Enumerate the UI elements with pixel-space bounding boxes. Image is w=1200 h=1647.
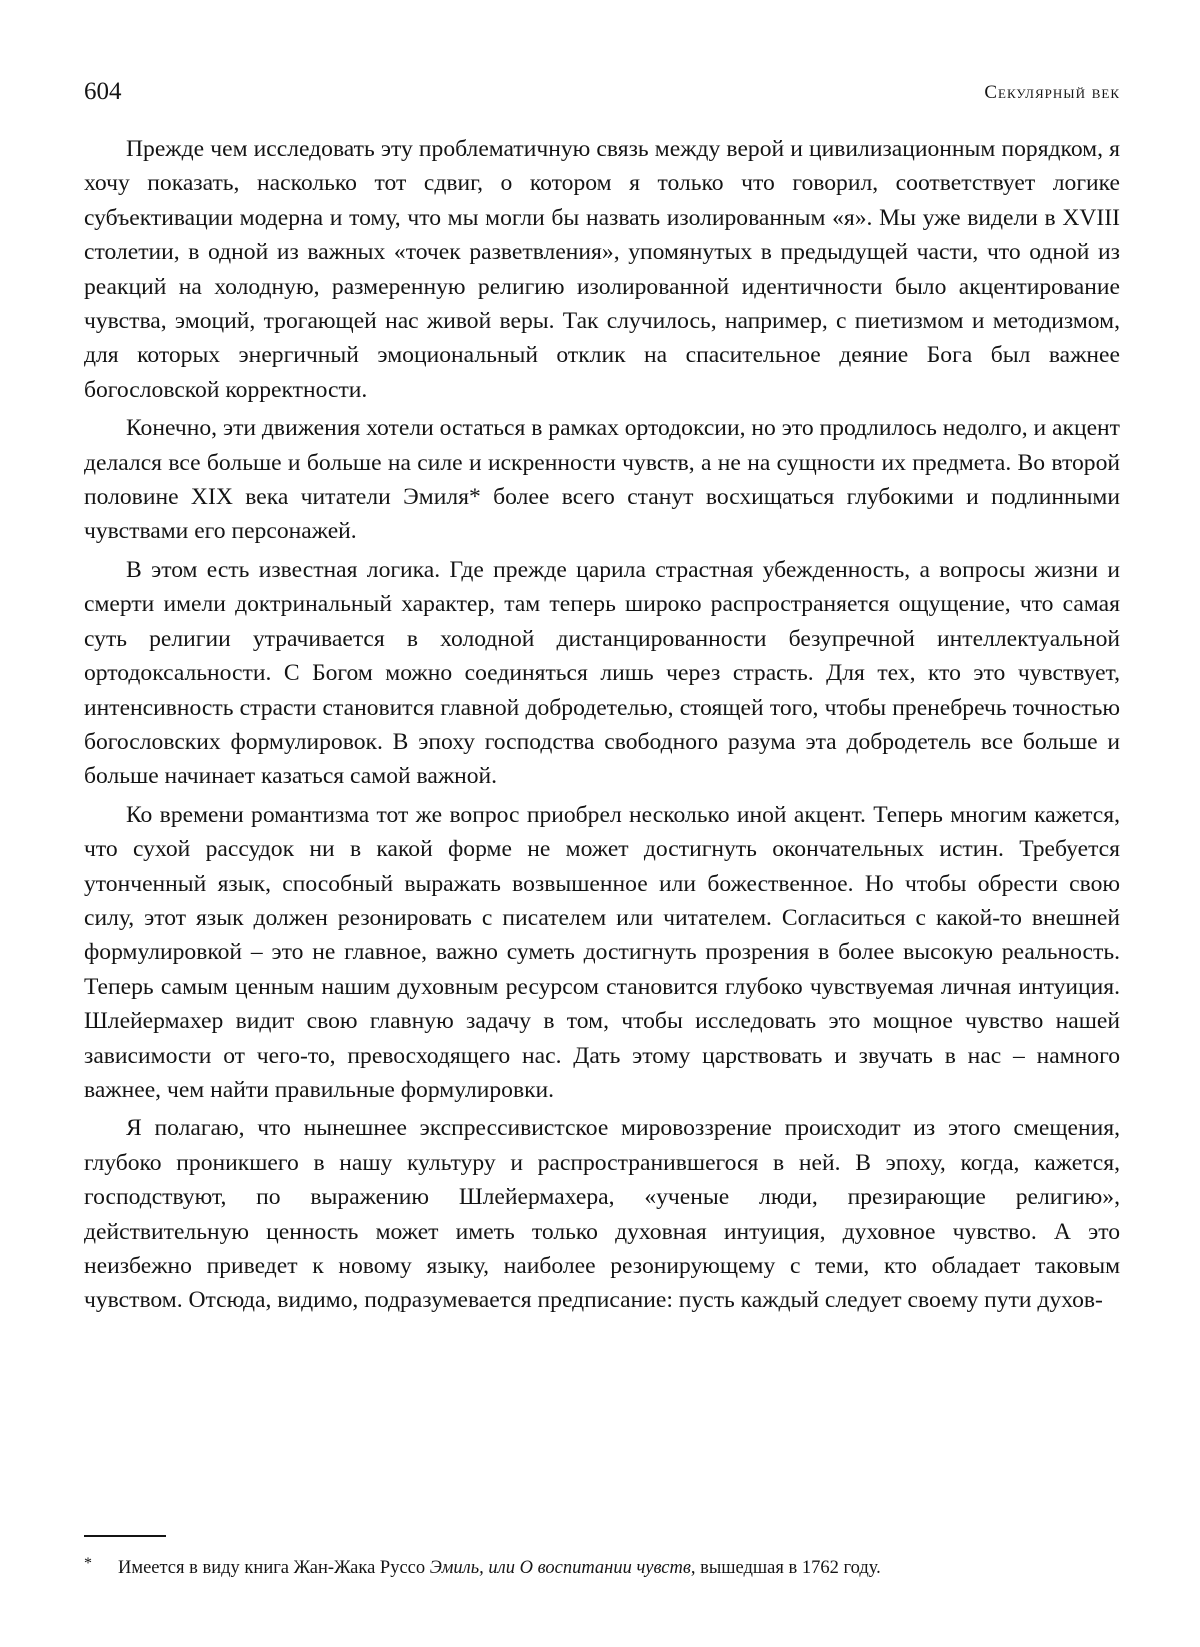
paragraph: В этом есть известная логика. Где прежде царила страстная убежденность, а вопросы жизни и смерти имели доктринальный характер, там теперь широко распространяется ощущение, что самая суть религии утрачивается в холодной дистанцированности безупречной интеллектуальной ортодоксальности. С Богом можно соединяться лишь через страсть. Для тех, кто это чувствует, интенсивность страсти становится главной добродетелью, стоящей того, чтобы пренебречь точностью богословских формулировок. В эпоху господства свободного разума эта добродетель все больше и больше начинает казаться самой важной. xyxy=(84,556,1120,790)
paragraph: Ко времени романтизма тот же вопрос приобрел несколько иной акцент. Теперь многим кажется, что сухой рассудок ни в какой форме не может достигнуть окончательных истин. Требуется утонченный язык, способный выражать возвышенное или божественное. Но чтобы обрести свою силу, этот язык должен резонировать с писателем или читателем. Согласиться с какой-то внешней формулировкой – это не главное, важно суметь достигнуть прозрения в более высокую реальность. Теперь самым ценным нашим духовным ресурсом становится глубоко чувствуемая личная интуиция. Шлейермахер видит свою главную задачу в том, чтобы исследовать это мощное чувство нашей зависимости от чего-то, превосходящего нас. Дать этому царствовать и звучать в нас – намного важнее, чем найти правильные формулировки. xyxy=(84,801,1120,1103)
page-number: 604 xyxy=(84,78,122,105)
footnote-text xyxy=(118,1555,881,1581)
paragraph: Прежде чем исследовать эту проблематичную связь между верой и цивилизационным порядком, я хочу показать, насколько тот сдвиг, о котором я только что говорил, соответствует логике субъективации модерна и тому, что мы могли бы назвать изолированным «я». Мы уже видели в XVIII столетии, в одной из важных «точек разветвления», упомянутых в предыдущей части, что одной из реакций на холодную, размеренную религию изолированной идентичности было акцентирование чувства, эмоций, трогающей нас живой веры. Так случилось, например, с пиетизмом и методизмом, для которых энергичный эмоциональный отклик на спасительное деяние Бога был важнее богословской корректности. xyxy=(84,136,1120,403)
footnote-text-before: Имеется в виду книга Жан-Жака Руссо xyxy=(118,1558,430,1578)
paragraph: Конечно, эти движения хотели остаться в рамках ортодоксии, но это продлилось недолго, и акцент делался все больше и больше на силе и искренности чувств, а не на сущности их предмета. Во второй половине XIX века читатели Эмиля* более всего станут восхищаться глубокими и подлинными чувствами его персонажей. xyxy=(84,415,1120,545)
paragraph: Я полагаю, что нынешнее экспрессивистское мировоззрение происходит из этого смещения, глубоко проникшего в нашу культуру и распространившегося в ней. В эпоху, когда, кажется, господствуют, по выражению Шлейермахера, «ученые люди, презирающие религию», действительную ценность может иметь только духовная интуиция, духовное чувство. А это неизбежно приведет к новому языку, наиболее резонирующему с теми, кто обладает таковым чувством. Отсюда, видимо, подразумевается предписание: пусть каждый следует своему пути духов- xyxy=(84,1115,1120,1314)
running-title: Секулярный век xyxy=(984,82,1120,103)
footnote-divider xyxy=(84,1535,166,1537)
page-header xyxy=(84,78,1120,108)
footnote-text-after: , вышедшая в 1762 году. xyxy=(690,1558,881,1578)
body-text xyxy=(84,132,1120,1322)
footnote-marker: * xyxy=(84,1555,92,1572)
footnote-book-title: Эмиль, или О воспитании чувств xyxy=(429,1558,691,1578)
